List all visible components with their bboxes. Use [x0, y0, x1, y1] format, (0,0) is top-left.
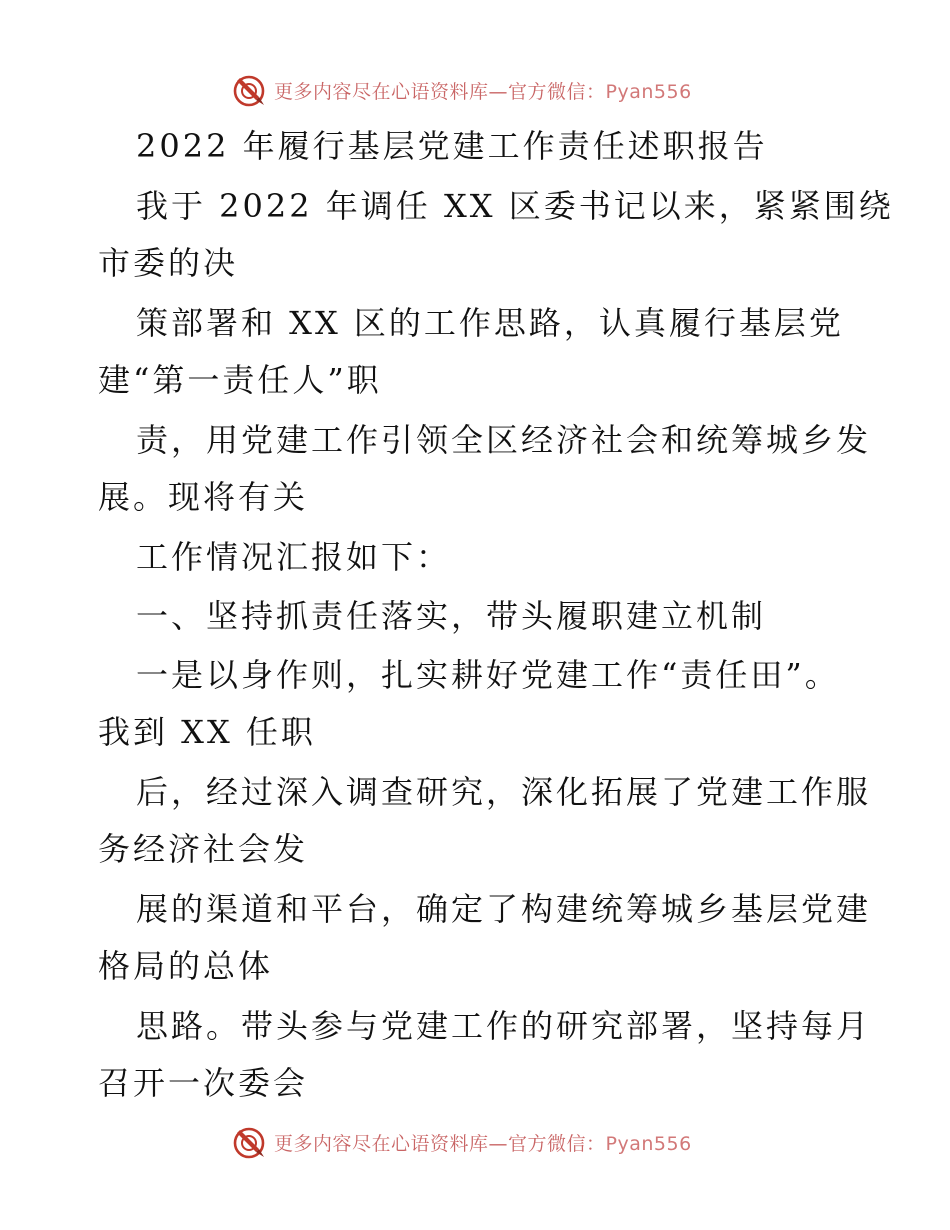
- paragraph-line: 建“第一责任人”职: [98, 361, 382, 399]
- logo-icon: [232, 72, 268, 108]
- paragraph-line: 我于 2022 年调任 XX 区委书记以来，紧紧围绕: [136, 187, 894, 225]
- paragraph-line: 责，用党建工作引领全区经济社会和统筹城乡发: [136, 421, 872, 459]
- paragraph-line: 一是以身作则，扎实耕好党建工作“责任田”。: [136, 656, 840, 694]
- section-heading: 一、坚持抓责任落实，带头履职建立机制: [136, 597, 767, 635]
- paragraph-line: 我到 XX 任职: [98, 713, 316, 751]
- watermark-wechat-id: Pyan556: [605, 1132, 692, 1155]
- header-watermark: [232, 70, 692, 110]
- footer-watermark: [232, 1122, 692, 1162]
- document-title: 2022 年履行基层党建工作责任述职报告: [136, 127, 768, 165]
- paragraph-line: 务经济社会发: [98, 830, 309, 868]
- paragraph-line: 工作情况汇报如下：: [136, 538, 452, 576]
- watermark-wechat-id: Pyan556: [605, 80, 692, 103]
- paragraph-line: 后，经过深入调查研究，深化拓展了党建工作服: [136, 773, 872, 811]
- paragraph-line: 策部署和 XX 区的工作思路，认真履行基层党: [136, 304, 844, 342]
- paragraph-line: 思路。带头参与党建工作的研究部署，坚持每月: [136, 1007, 872, 1045]
- watermark-text: 更多内容尽在心语资料库—官方微信：Pyan556: [274, 80, 692, 103]
- watermark-text: 更多内容尽在心语资料库—官方微信：Pyan556: [274, 1132, 692, 1155]
- paragraph-line: 市委的决: [98, 244, 239, 282]
- paragraph-line: 召开一次委会: [98, 1064, 309, 1102]
- paragraph-line: 格局的总体: [98, 947, 274, 985]
- paragraph-line: 展的渠道和平台，确定了构建统筹城乡基层党建: [136, 890, 872, 928]
- paragraph-line: 展。现将有关: [98, 478, 309, 516]
- logo-icon: [232, 1124, 268, 1160]
